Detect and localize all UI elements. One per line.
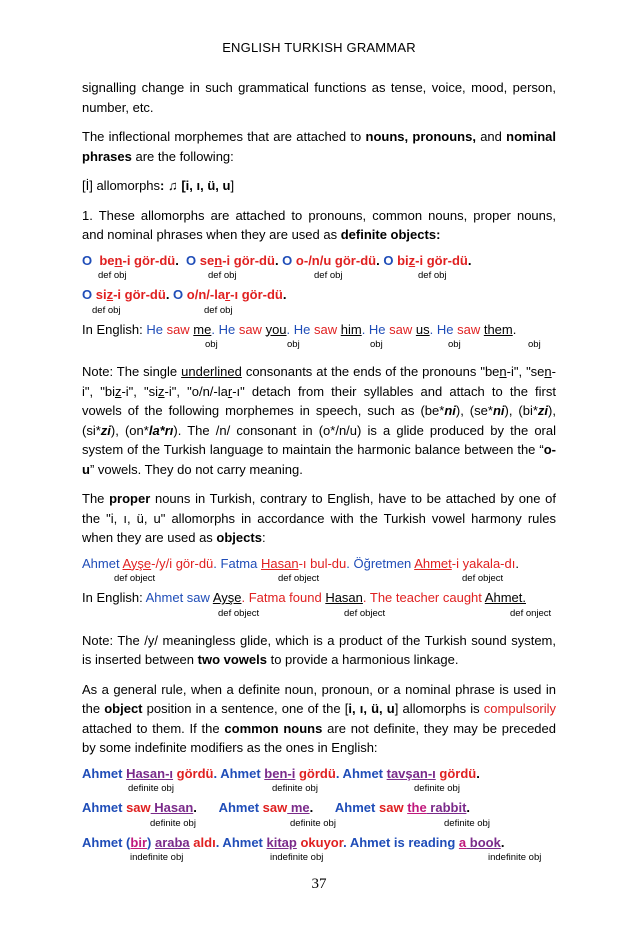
example-line-5: Ahmet saw Hasan. Ahmet saw me. Ahmet saw the rabbit. xyxy=(82,800,471,815)
page-body xyxy=(82,78,556,867)
page-number: 37 xyxy=(311,876,327,892)
paragraph-2: The inflectional morphemes that are attached to nouns, pronouns, and nominal phrases are the following: xyxy=(82,129,557,164)
annotation-row-3: obj obj obj obj obj xyxy=(205,339,541,350)
annotation-row-4: def object def object def object xyxy=(114,573,504,584)
example-line-1: O ben-i gör-dü. O sen-i gör-dü. O o-/n/u gör-dü. O biz-i gör-dü. xyxy=(82,252,472,268)
paragraph-5: As a general rule, when a definite noun, pronoun, or a nominal phrase is used in the object position in a sentence, one of the [i, ı, ü, u] allomorphs is compulsorily attached to them. If the common nouns are not definite, they may be preceded by some indefinite modifiers as the ones in English: xyxy=(82,681,557,755)
paragraph-3: 1. These allomorphs are attached to pronouns, common nouns, proper nouns, and nominal phrases when they are used as definite objects: xyxy=(82,207,556,242)
allomorphs-line: [İ] allomorphs: ♫ [i, ı, ü, u] xyxy=(82,178,235,193)
annotation-row-7: definite obj definite obj definite obj xyxy=(150,817,490,829)
example-line-2: O siz-i gör-dü. O o/n/-lar-ı gör-dü. xyxy=(82,287,287,302)
annotation-row-5: def object def object def onject xyxy=(218,607,552,619)
english-line-1: In English: He saw me. He saw you. He saw him. He saw us. He saw them. xyxy=(82,321,517,337)
example-line-3: Ahmet Ayşe-/y/i gör-dü. Fatma Hasan-ı bul-du. Öğretmen Ahmet-i yakala-dı. xyxy=(82,555,519,571)
note-1: Note: The single underlined consonants at the ends of the pronouns "ben-i", "sen-i", "biz-i", "siz-i", "o/n/-lar-ı" detach from their syllables and attach to the first vowels of the following morphemes in speech, such as (be*ni), (se*ni), (bi*zi), (si*zi), (on*la*rı). The /n/ consonant in (o*/n/u) is a glide produced by the oral system of the Turkish language to maintain the harmonic balance between the “o-u” vowels. They do not carry meaning. xyxy=(82,364,556,477)
annotation-row-6: definite obj definite obj definite obj xyxy=(128,783,460,794)
paragraph-1: signalling change in such grammatical functions as tense, voice, mood, person, number, etc. xyxy=(82,80,556,115)
running-header: ENGLISH TURKISH GRAMMAR xyxy=(222,40,416,55)
example-line-4: Ahmet Hasan-ı gördü. Ahmet ben-i gördü. Ahmet tavşan-ı gördü. xyxy=(82,765,480,781)
annotation-row-8: indefinite obj indefinite obj indefinite obj xyxy=(130,852,542,863)
example-line-6: Ahmet (bir) araba aldı. Ahmet kitap okuyor. Ahmet is reading a book. xyxy=(82,834,505,850)
note-2: Note: The /y/ meaningless glide, which is a product of the Turkish sound system, is inserted between two vowels to provide a harmonious linkage. xyxy=(82,632,556,667)
paragraph-4: The proper nouns in Turkish, contrary to English, have to be attached by one of the "i, ı, ü, u" allomorphs in accordance with the Turkish vowel harmony rules when they are used as objects: xyxy=(82,491,556,545)
annotation-row-2: def obj def obj xyxy=(92,304,233,316)
english-line-2: In English: Ahmet saw Ayşe. Fatma found Hasan. The teacher caught Ahmet. xyxy=(82,590,526,605)
annotation-row-1: def obj def obj def obj def obj xyxy=(98,270,447,281)
